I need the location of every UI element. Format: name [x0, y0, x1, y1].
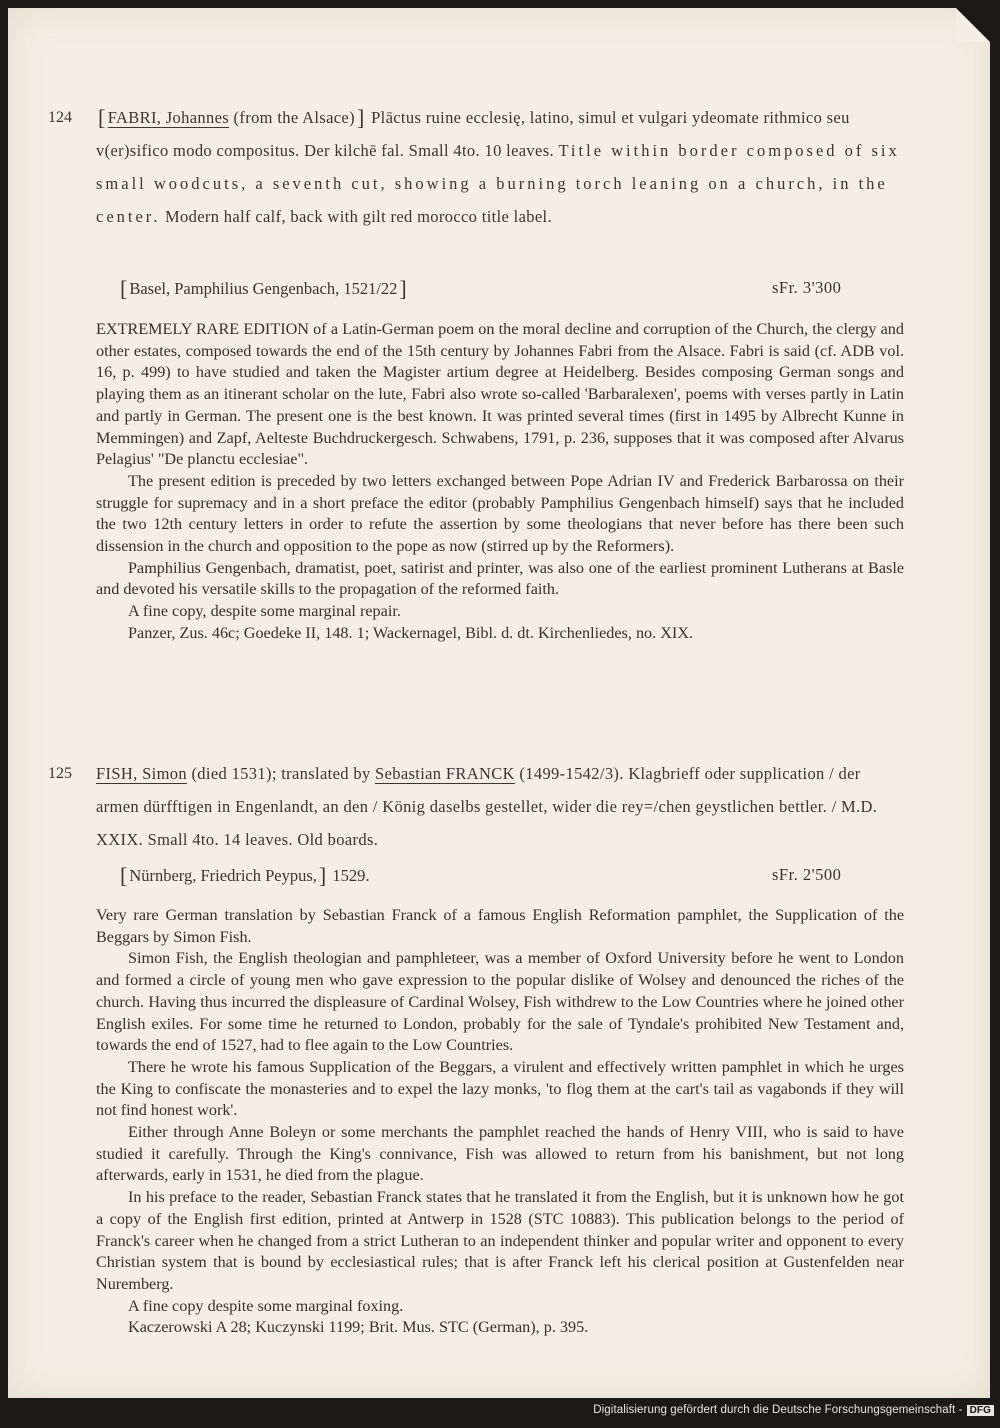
- description-paragraph: In his preface to the reader, Sebastian Franck states that he translated it from the English, but it is unknown how he got a copy of the English first edition, printed at Antwerp in 1528 (STC 10883). This publication belongs to the period of Franck's career when he changed from a strict Lutheran to an independent thinker and popular writer and opponent to every Christian system that is bound by ecclesiastical rules; that is after Franck left his clerical position at Gustenfelden near Nuremberg.: [96, 1188, 904, 1293]
- bracket-open: [: [98, 105, 106, 130]
- entry-description: [96, 905, 904, 1339]
- title-text: (1499-1542/3). Klagbrieff oder supplication / der armen dürfftigen in Engenlandt, an den / König daselbs gestellet, wider die rey=/chen geystlichen bettler. / M.D. XXIX. Small 4to. 14 leaves. Old boards.: [96, 764, 878, 849]
- author-name: FABRI, Johannes: [107, 108, 230, 127]
- bracket-close: ]: [356, 105, 365, 130]
- description-paragraph: Simon Fish, the English theologian and pamphleteer, was a member of Oxford University before he went to London and formed a circle of young men who gave expression to the popular dislike of Wolsey and denounced the riches of the church. Having thus incurred the displeasure of Cardinal Wolsey, Fish withdrew to the Low Countries where he joined other English exiles. For some time he returned to London, probably for the sale of Tyndale's prohibited New Testament and, towards the end of 1527, had to flee again to the Low Countries.: [96, 949, 904, 1055]
- entry-heading: [96, 757, 906, 856]
- description-paragraph: EXTREMELY RARE EDITION of a Latin-German poem on the moral decline and corruption of the Church, the clergy and other estates, composed towards the end of the 15th century by Johannes Fabri from the Alsace. Fabri is said (cf. ADB vol. 16, p. 499) to have studied and taken the Magister artium degree at Heidelberg. Besides composing German songs and playing them as an itinerant scholar on the lute, Fabri also wrote so-called 'Barbaralexen', poems with verses partly in Latin and partly in German. The present one is the best known. It was printed several times (first in 1495 by Albrecht Kunne in Memmingen) and Zapf, Aelteste Buchdruckergesch. Schwabens, 1791, p. 236, supposes that it was composed after Alvarus Pelagius' "De planctu ecclesiae".: [96, 320, 904, 469]
- imprint-text: Nürnberg, Friedrich Peypus,: [129, 866, 317, 885]
- folded-corner: [956, 8, 990, 42]
- bracket-close: ]: [318, 863, 327, 888]
- references: Kaczerowski A 28; Kuczynski 1199; Brit. Mus. STC (German), p. 395.: [128, 1318, 589, 1337]
- price: sFr. 3'300: [772, 278, 842, 297]
- bracket-open: [: [120, 276, 128, 301]
- author-dates: (died 1531); translated by: [186, 764, 376, 783]
- catalogue-page: [8, 8, 990, 1398]
- imprint: [118, 276, 409, 302]
- price: sFr. 2'500: [772, 865, 842, 884]
- description-paragraph: The present edition is preceded by two letters exchanged between Pope Adrian IV and Frederick Barbarossa on their struggle for supremacy and in a short preface the editor (probably Pamphilius Gengenbach himself) says that he included the two 12th century letters in order to refute the assertion by some theologians that never before has there been such dissension in the church and opposition to the pope as now (stirred up by the Reformers).: [96, 471, 904, 556]
- description-paragraph: Very rare German translation by Sebastian Franck of a famous English Reformation pamphlet, the Supplication of the Beggars by Simon Fish.: [96, 906, 904, 946]
- author-origin: (from the Alsace): [229, 108, 355, 127]
- bracket-open: [: [120, 863, 128, 888]
- translator-name: Sebastian FRANCK: [375, 764, 515, 783]
- binding-description: Modern half calf, back with gilt red morocco title label.: [160, 207, 552, 226]
- bracket-close: ]: [399, 276, 407, 301]
- title-description-spaced: Title within border composed of six small woodcuts, a seventh cut, showing a burning torch leaning on a church, in the center.: [96, 141, 900, 226]
- imprint-year: 1529.: [332, 866, 370, 885]
- imprint-text: Basel, Pamphilius Gengenbach, 1521/22: [129, 279, 398, 298]
- entry-heading: [96, 101, 906, 233]
- condition-note: A fine copy despite some marginal foxing.: [128, 1296, 404, 1315]
- author-name: FISH, Simon: [96, 764, 187, 783]
- funding-footer: [593, 1404, 994, 1416]
- dfg-logo: DFG: [967, 1405, 994, 1416]
- description-paragraph: Either through Anne Boleyn or some merchants the pamphlet reached the hands of Henry VIII, who is said to have studied it carefully. Through the King's connivance, Fish was allowed to return from his banishment, but not long afterwards, early in 1531, he died from the plague.: [96, 1123, 904, 1185]
- description-paragraph: There he wrote his famous Supplication of the Beggars, a virulent and effectively written pamphlet in which he urges the King to confiscate the monasteries and to expel the lazy monks, 'to flog them at the cart's tail as vagabonds if they will not find honest work'.: [96, 1057, 904, 1120]
- condition-note: A fine copy, despite some marginal repair.: [128, 602, 401, 621]
- imprint: [118, 863, 370, 889]
- title-text: Plāctus ruine ecclesię, latino, simul et vulgari ydeomate rithmico seu v(er)sifico modo compositus. Der kilchē fal. Small 4to. 10 leaves.: [96, 108, 850, 160]
- funding-text: Digitalisierung gefördert durch die Deutsche Forschungsgemeinschaft -: [593, 1404, 963, 1416]
- references: Panzer, Zus. 46c; Goedeke II, 148. 1; Wackernagel, Bibl. d. dt. Kirchenliedes, no. XIX.: [128, 623, 694, 642]
- entry-description: [96, 319, 904, 645]
- entry-number: 125: [48, 765, 72, 782]
- description-paragraph: Pamphilius Gengenbach, dramatist, poet, satirist and printer, was also one of the earliest prominent Lutherans at Basle and devoted his versatile skills to the propagation of the reformed faith.: [96, 558, 904, 599]
- entry-number: 124: [48, 109, 72, 126]
